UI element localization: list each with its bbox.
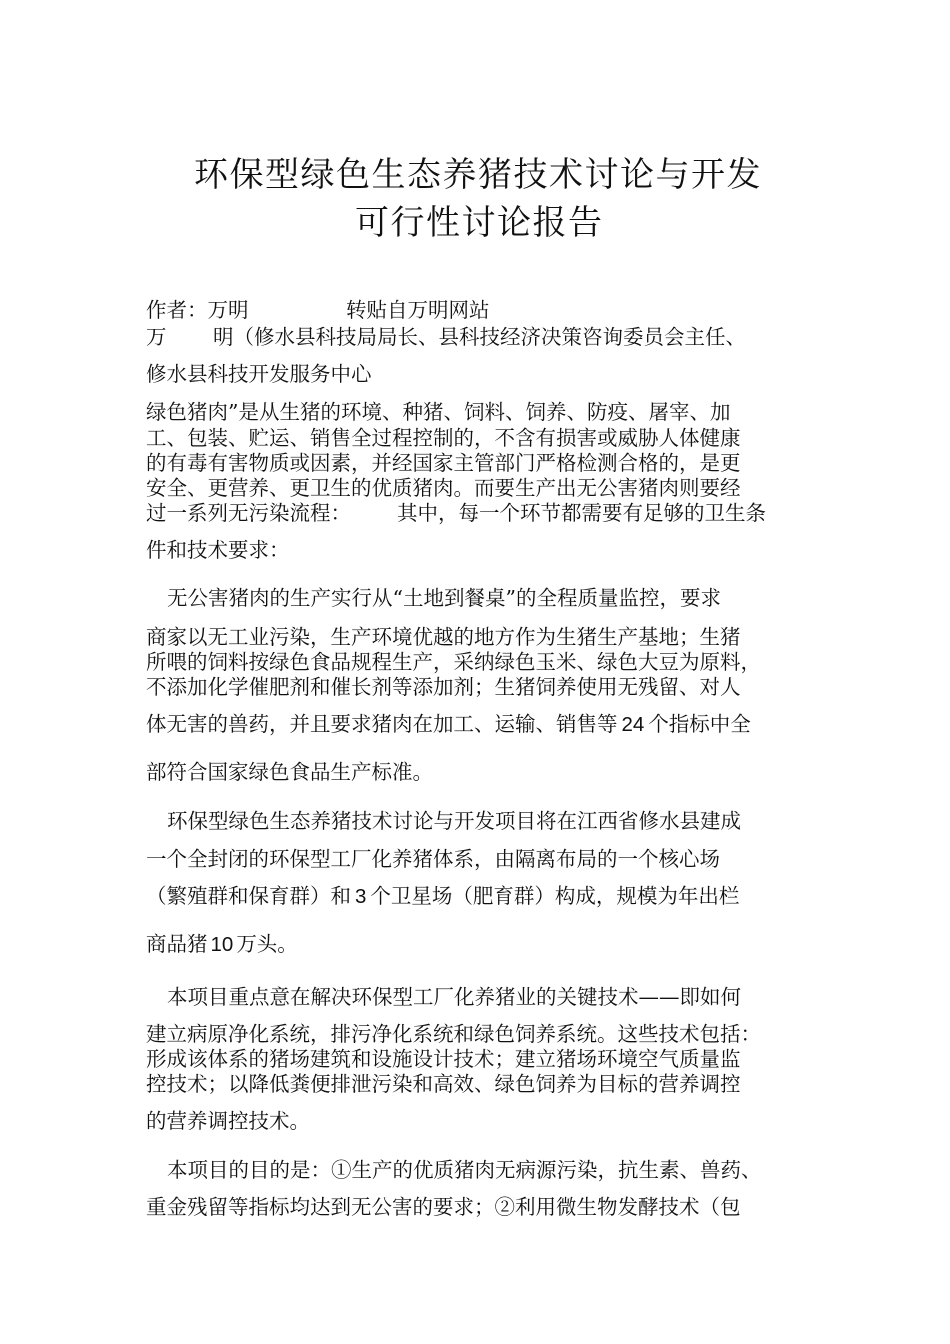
p2-line: 所喂的饲料按绿色食品规程生产，采纳绿色玉米、绿色大豆为原料， xyxy=(146,650,761,674)
satellite-farm-count: 3 xyxy=(355,885,367,908)
p4-line: 控技术；以降低粪便排泄污染和高效、绿色饲养为目标的营养调控 xyxy=(146,1072,741,1096)
p3-line-part: 万头。 xyxy=(236,932,298,956)
document-title-line-1: 环保型绿色生态养猪技术讨论与开发 xyxy=(194,155,762,195)
p3-line-part: 个卫星场（肥育群）构成，规模为年出栏 xyxy=(370,884,740,908)
p5-line: 本项目的目的是：①生产的优质猪肉无病源污染，抗生素、兽药、 xyxy=(167,1158,762,1182)
p1-line-part: 过一系列无污染流程： xyxy=(146,501,351,525)
p3-line: 环保型绿色生态养猪技术讨论与开发项目将在江西省修水县建成 xyxy=(167,809,741,833)
p1-line xyxy=(146,501,766,525)
p1-line: 工、包装、贮运、销售全过程控制的，不含有损害或威胁人体健康 xyxy=(146,426,741,450)
p2-line: 不添加化学催肥剂和催长剂等添加剂；生猪饲养使用无残留、对人 xyxy=(146,675,741,699)
p3-line-part: 商品猪 xyxy=(146,932,208,956)
p2-line: 商家以无工业污染，生产环境优越的地方作为生猪生产基地；生猪 xyxy=(146,625,741,649)
p3-line-part: （繁殖群和保育群）和 xyxy=(146,884,351,908)
indicator-count: 24 xyxy=(621,713,645,736)
p3-line: 一个全封闭的环保型工厂化养猪体系，由隔离布局的一个核心场 xyxy=(146,847,720,871)
p4-line: 的营养调控技术。 xyxy=(146,1109,310,1133)
author-name: 作者：万明 xyxy=(146,298,249,322)
p2-line xyxy=(146,714,751,736)
p1-line: 件和技术要求： xyxy=(146,538,290,562)
p4-line: 形成该体系的猪场建筑和设施设计技术；建立猪场环境空气质量监 xyxy=(146,1047,741,1071)
p2-line: 无公害猪肉的生产实行从“土地到餐桌”的全程质量监控，要求 xyxy=(167,586,721,610)
p1-line-part: 其中，每一个环节都需要有足够的卫生条 xyxy=(397,501,766,525)
affiliation-name-part: 万 xyxy=(146,325,167,349)
p4-line: 本项目重点意在解决环保型工厂化养猪业的关键技术——即如何 xyxy=(167,985,741,1009)
document-title-line-2: 可行性讨论报告 xyxy=(355,203,604,243)
p3-line xyxy=(146,886,739,908)
affiliation-line-1 xyxy=(146,325,746,349)
source-note: 转贴自万明网站 xyxy=(346,298,490,322)
p1-line: 绿色猪肉”是从生猪的环境、种猪、饲料、饲养、防疫、屠宰、加 xyxy=(146,400,731,424)
p2-line-part: 个指标中全 xyxy=(648,712,751,736)
affiliation-line-2: 修水县科技开发服务中心 xyxy=(146,362,372,386)
author-line xyxy=(146,298,490,322)
p4-line: 建立病原净化系统，排污净化系统和绿色饲养系统。这些技术包括： xyxy=(146,1022,761,1046)
p2-line-part: 体无害的兽药，并且要求猪肉在加工、运输、销售等 xyxy=(146,712,618,736)
p3-line xyxy=(146,934,298,956)
p1-line: 的有毒有害物质或因素，并经国家主管部门严格检测合格的，是更 xyxy=(146,451,741,475)
p2-line: 部符合国家绿色食品生产标准。 xyxy=(146,760,433,784)
p1-line: 安全、更营养、更卫生的优质猪肉。而要生产出无公害猪肉则要经 xyxy=(146,476,741,500)
p5-line: 重金残留等指标均达到无公害的要求；②利用微生物发酵技术（包 xyxy=(146,1195,741,1219)
affiliation-detail: 明（修水县科技局局长、县科技经济决策咨询委员会主任、 xyxy=(213,325,746,349)
herd-scale-number: 10 xyxy=(210,933,234,956)
